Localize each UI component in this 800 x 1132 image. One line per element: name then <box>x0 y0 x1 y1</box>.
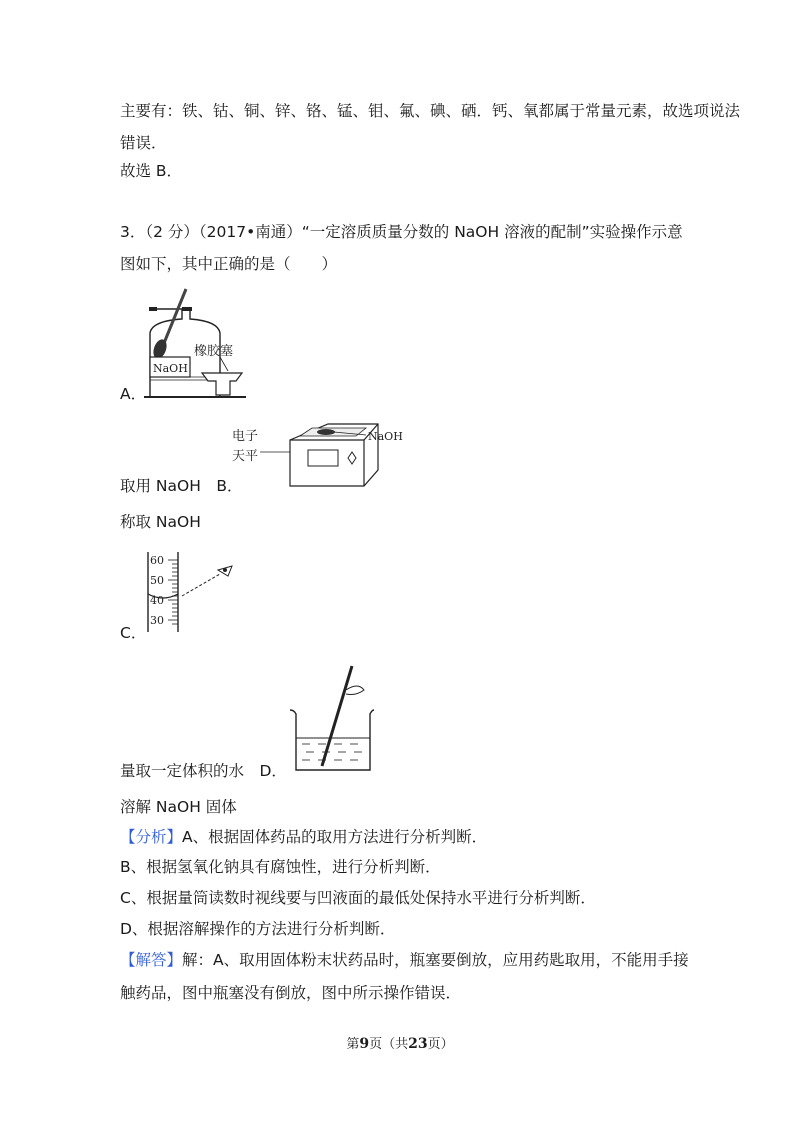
option-a-label: A． <box>120 385 147 403</box>
analysis-line <box>120 826 487 848</box>
chem-label: NaOH <box>368 430 403 443</box>
total-pages: 23 <box>408 1036 428 1052</box>
tick-label: 60 <box>150 554 164 567</box>
answer-tag: 【解答】 <box>120 951 183 969</box>
tick-label: 50 <box>150 574 164 587</box>
text-line: B、根据氢氧化钠具有腐蚀性，进行分析判断． <box>120 858 441 876</box>
footer-pre: 第 <box>346 1037 360 1052</box>
answer-text: 解：A、取用固体粉末状药品时，瓶塞要倒放，应用药匙取用，不能用手接 <box>182 951 689 969</box>
figure-a-reagent-bottle <box>142 285 272 400</box>
answer-line <box>120 949 689 971</box>
figure-d-beaker-dissolving <box>286 660 376 775</box>
text-line: 主要有：铁、钴、铜、锌、铬、锰、钼、氟、碘、硒．钙、氧都属于常量元素，故选项说法 <box>120 102 741 120</box>
question-stem: 3．（2 分）（2017•南通）“一定溶质质量分数的 NaOH 溶液的配制”实验操作示意 <box>120 223 683 241</box>
scale-label-2: 天平 <box>232 449 259 464</box>
stopper-label: 橡胶塞 <box>194 344 234 359</box>
footer-post: 页） <box>427 1037 454 1052</box>
page-footer <box>0 1033 800 1052</box>
figure-c-graduated-cylinder <box>142 550 242 635</box>
bottle-label: NaOH <box>153 362 188 375</box>
text-line: 故选 B． <box>120 162 183 180</box>
analysis-text: A、根据固体药品的取用方法进行分析判断． <box>182 828 488 846</box>
figure-b-electronic-scale <box>228 418 418 490</box>
text-line: C、根据量筒读数时视线要与凹液面的最低处保持水平进行分析判断． <box>120 889 596 907</box>
page-number: 9 <box>359 1036 370 1052</box>
option-c-label: C． <box>120 624 147 642</box>
footer-mid: 页（共 <box>369 1037 409 1052</box>
text-line: 量取一定体积的水 D． <box>120 762 287 780</box>
tick-label: 40 <box>150 594 164 607</box>
text-line: 错误． <box>120 134 167 152</box>
text-line: 溶解 NaOH 固体 <box>120 798 237 816</box>
text-line: 取用 NaOH B． <box>120 477 243 495</box>
analysis-tag: 【分析】 <box>120 828 183 846</box>
scale-label-1: 电子 <box>232 429 259 444</box>
tick-label: 30 <box>150 614 164 627</box>
text-line: D、根据溶解操作的方法进行分析判断． <box>120 920 396 938</box>
text-line: 触药品，图中瓶塞没有倒放，图中所示操作错误． <box>120 984 462 1002</box>
question-stem: 图如下，其中正确的是（ ） <box>120 255 338 273</box>
text-line: 称取 NaOH <box>120 513 201 531</box>
